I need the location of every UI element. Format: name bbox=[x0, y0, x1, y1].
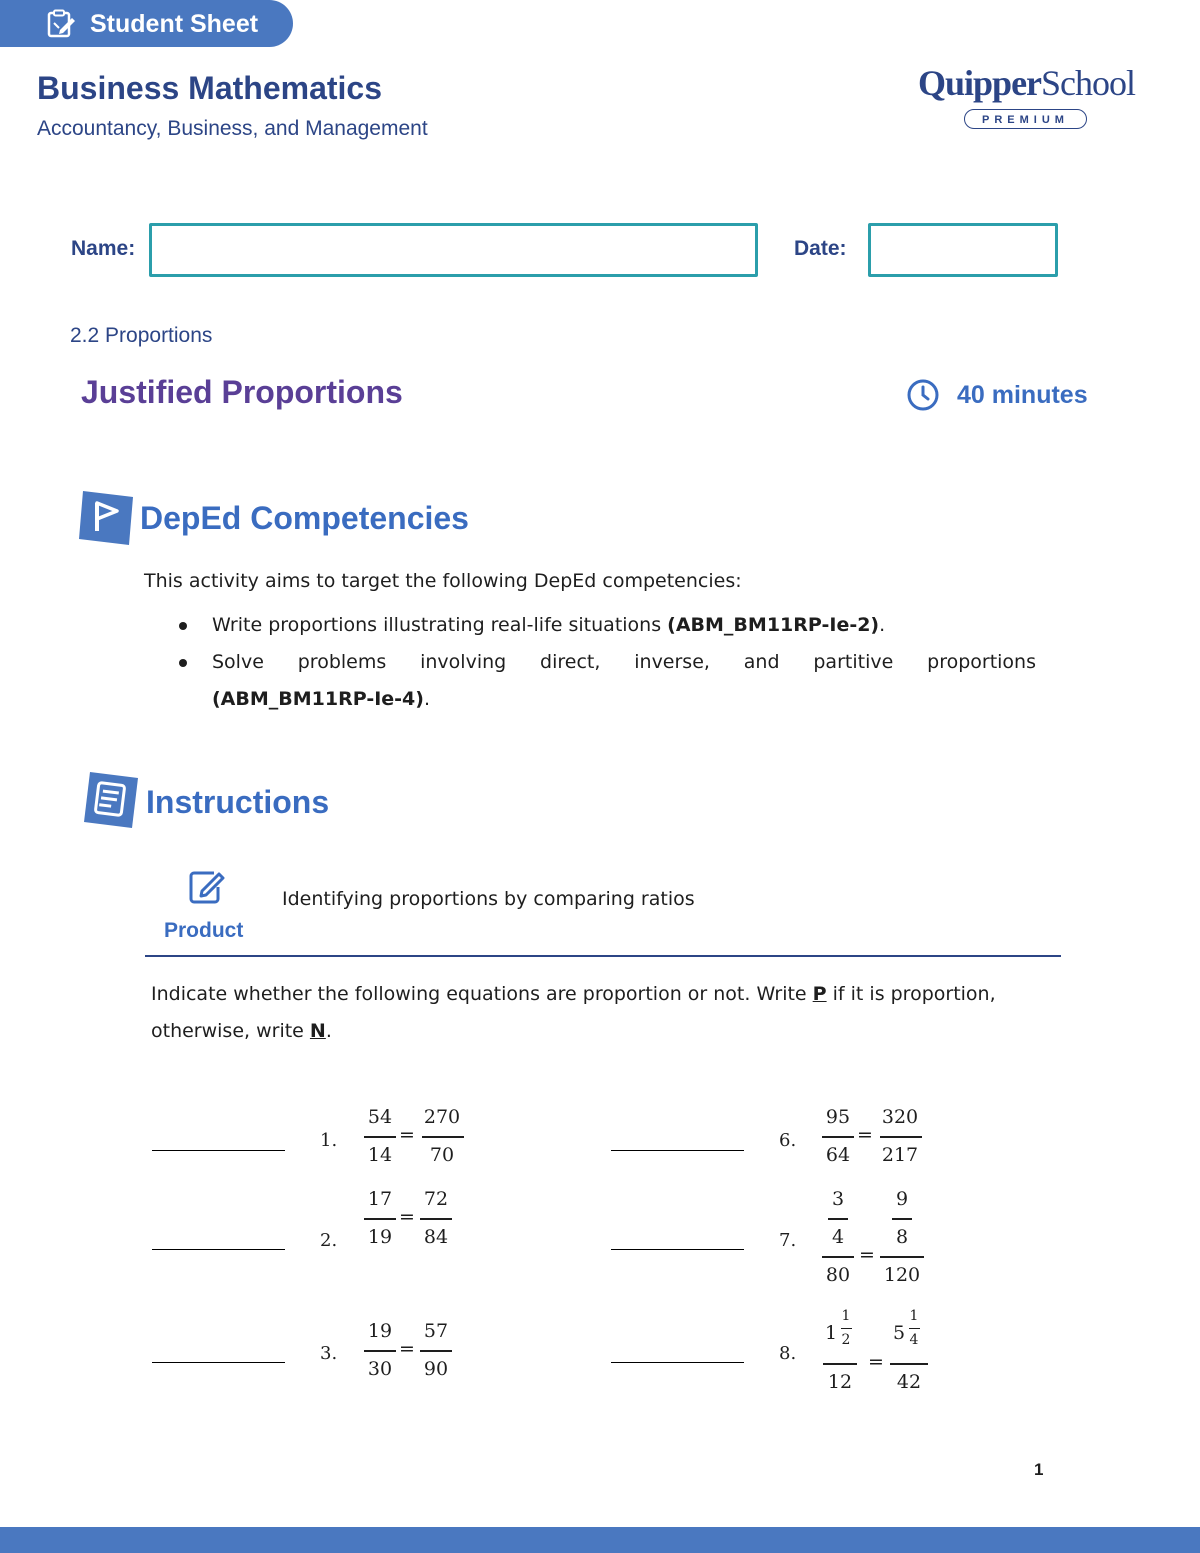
denominator: 42 bbox=[896, 1371, 922, 1393]
equation-1 bbox=[360, 1104, 470, 1174]
pencil-note-icon bbox=[188, 869, 226, 909]
inner-denominator: 4 bbox=[831, 1226, 845, 1248]
date-field[interactable] bbox=[868, 223, 1058, 277]
answer-blank-8[interactable] bbox=[611, 1362, 744, 1363]
directions-text bbox=[151, 976, 1081, 1050]
fraction-bar bbox=[422, 1136, 464, 1138]
list-item bbox=[176, 644, 1036, 718]
denominator: 120 bbox=[883, 1264, 921, 1286]
badge-label: Student Sheet bbox=[90, 10, 259, 38]
competency-end: . bbox=[879, 614, 886, 636]
product-label: Product bbox=[164, 919, 244, 942]
clipboard-edit-icon bbox=[46, 9, 76, 46]
divider bbox=[145, 955, 1061, 957]
answer-blank-2[interactable] bbox=[152, 1249, 285, 1250]
equals-sign: = bbox=[399, 1338, 415, 1360]
equation-3 bbox=[360, 1318, 470, 1388]
numerator: 72 bbox=[423, 1188, 449, 1210]
question-number: 2. bbox=[320, 1230, 338, 1251]
directions-a: Indicate whether the following equations are proportion or not. Write bbox=[151, 983, 813, 1005]
list-item bbox=[176, 607, 1036, 644]
competency-code: (ABM_BM11RP-Ie-4) bbox=[212, 688, 424, 710]
equation-2 bbox=[360, 1186, 470, 1256]
answer-blank-6[interactable] bbox=[611, 1150, 744, 1151]
fraction-bar bbox=[420, 1350, 452, 1352]
denominator: 12 bbox=[827, 1371, 853, 1393]
equals-sign: = bbox=[857, 1124, 873, 1146]
numerator: 320 bbox=[881, 1106, 919, 1128]
name-label: Name: bbox=[71, 237, 136, 260]
fraction-bar bbox=[364, 1136, 396, 1138]
letter-n: N bbox=[309, 1020, 326, 1042]
fraction-bar bbox=[364, 1350, 396, 1352]
denominator: 70 bbox=[429, 1144, 455, 1166]
denominator: 90 bbox=[423, 1358, 449, 1380]
question-number: 3. bbox=[320, 1343, 338, 1364]
logo-regular: School bbox=[1041, 63, 1136, 103]
name-field[interactable] bbox=[149, 223, 758, 277]
denominator: 84 bbox=[423, 1226, 449, 1248]
equation-6 bbox=[818, 1104, 928, 1174]
quipper-logo bbox=[918, 62, 1135, 104]
fraction-bar bbox=[364, 1218, 396, 1220]
numerator: 95 bbox=[825, 1106, 851, 1128]
denominator: 19 bbox=[367, 1226, 393, 1248]
fraction-bar bbox=[420, 1218, 452, 1220]
whole-number: 5 bbox=[892, 1322, 906, 1344]
denominator: 217 bbox=[881, 1144, 919, 1166]
flag-icon bbox=[77, 487, 137, 551]
page-number: 1 bbox=[1034, 1460, 1044, 1479]
equation-7 bbox=[818, 1186, 938, 1296]
instructions-heading: Instructions bbox=[146, 784, 330, 820]
fraction-bar bbox=[909, 1328, 920, 1329]
date-label: Date: bbox=[794, 237, 847, 260]
fraction-bar bbox=[841, 1328, 852, 1329]
activity-title: Justified Proportions bbox=[81, 374, 403, 410]
footer-bar bbox=[0, 1527, 1200, 1553]
inner-numerator: 9 bbox=[895, 1188, 909, 1210]
mixed-denominator: 2 bbox=[841, 1332, 851, 1348]
equals-sign: = bbox=[399, 1206, 415, 1228]
numerator: 57 bbox=[423, 1320, 449, 1342]
clock-icon bbox=[906, 378, 940, 416]
competencies-intro: This activity aims to target the following DepEd competencies: bbox=[144, 570, 742, 592]
answer-blank-3[interactable] bbox=[152, 1362, 285, 1363]
equation-8 bbox=[820, 1306, 940, 1401]
equals-sign: = bbox=[868, 1351, 884, 1373]
fraction-bar bbox=[822, 1256, 854, 1258]
question-number: 6. bbox=[779, 1130, 797, 1151]
fraction-bar bbox=[880, 1136, 922, 1138]
fraction-bar bbox=[828, 1218, 848, 1220]
equals-sign: = bbox=[399, 1124, 415, 1146]
denominator: 80 bbox=[825, 1264, 851, 1286]
answer-blank-7[interactable] bbox=[611, 1249, 744, 1250]
competencies-list bbox=[176, 607, 1036, 718]
competency-code: (ABM_BM11RP-Ie-2) bbox=[667, 614, 880, 636]
answer-blank-1[interactable] bbox=[152, 1150, 285, 1151]
inner-numerator: 3 bbox=[831, 1188, 845, 1210]
section-number: 2.2 Proportions bbox=[70, 324, 213, 347]
numerator: 54 bbox=[367, 1106, 393, 1128]
competency-end: . bbox=[423, 688, 431, 710]
directions-c: . bbox=[325, 1020, 332, 1042]
fraction-bar bbox=[880, 1256, 924, 1258]
denominator: 14 bbox=[367, 1144, 393, 1166]
denominator: 30 bbox=[367, 1358, 393, 1380]
fraction-bar bbox=[890, 1363, 928, 1365]
fraction-bar bbox=[892, 1218, 912, 1220]
denominator: 64 bbox=[825, 1144, 851, 1166]
student-sheet-badge bbox=[0, 0, 293, 47]
numerator: 19 bbox=[367, 1320, 393, 1342]
fraction-bar bbox=[822, 1136, 854, 1138]
mixed-denominator: 4 bbox=[909, 1332, 919, 1348]
fraction-bar bbox=[823, 1363, 857, 1365]
mixed-numerator: 1 bbox=[909, 1308, 919, 1324]
competency-text: Write proportions illustrating real-life situations bbox=[212, 614, 668, 636]
numerator: 17 bbox=[367, 1188, 393, 1210]
directions-b: if it is proportion, otherwise, write bbox=[151, 983, 996, 1042]
activity-duration: 40 minutes bbox=[957, 381, 1088, 409]
numerator: 270 bbox=[423, 1106, 461, 1128]
question-number: 8. bbox=[779, 1343, 797, 1364]
question-number: 1. bbox=[320, 1130, 338, 1151]
letter-p: P bbox=[812, 983, 827, 1005]
course-subtitle: Accountancy, Business, and Management bbox=[37, 117, 428, 140]
notes-icon bbox=[82, 770, 140, 834]
competencies-heading: DepEd Competencies bbox=[140, 500, 469, 536]
mixed-numerator: 1 bbox=[841, 1308, 851, 1324]
logo-bold: Quipper bbox=[918, 63, 1042, 103]
whole-number: 1 bbox=[824, 1322, 838, 1344]
product-text: Identifying proportions by comparing ratios bbox=[282, 888, 695, 910]
premium-tag: PREMIUM bbox=[964, 109, 1087, 129]
question-number: 7. bbox=[779, 1230, 797, 1251]
course-title: Business Mathematics bbox=[37, 70, 383, 106]
equals-sign: = bbox=[859, 1244, 875, 1266]
competency-text: Solve problems involving direct, inverse, and partitive proportions bbox=[212, 651, 1036, 673]
inner-denominator: 8 bbox=[895, 1226, 909, 1248]
